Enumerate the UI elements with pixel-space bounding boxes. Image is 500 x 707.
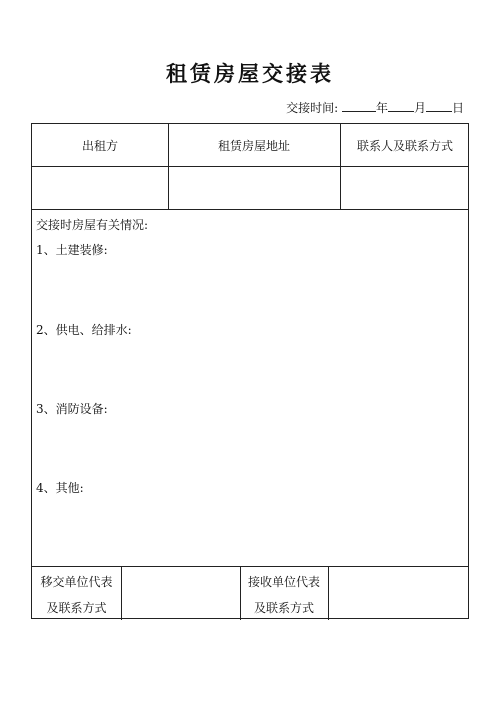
header-address: 租赁房屋地址 — [217, 139, 290, 153]
handover-time-row — [286, 99, 464, 116]
receive-rep-entry-cell[interactable] — [329, 567, 470, 620]
receive-rep-label-line1: 接收单位代表 — [247, 575, 320, 589]
day-blank[interactable] — [426, 100, 452, 112]
year-label: 年 — [375, 101, 388, 115]
page-title: 租赁房屋交接表 — [166, 61, 334, 86]
condition-fire-equipment: 3、消防设备: — [36, 402, 108, 416]
condition-other: 4、其他: — [36, 481, 84, 495]
address-entry-cell[interactable] — [169, 167, 340, 209]
transfer-rep-label-line2: 及联系方式 — [46, 601, 107, 615]
header-lessor: 出租方 — [81, 139, 118, 153]
receive-rep-label-line2: 及联系方式 — [253, 601, 314, 615]
transfer-rep-entry-cell[interactable] — [122, 567, 240, 620]
year-blank[interactable] — [342, 100, 376, 112]
condition-power-water: 2、供电、给排水: — [36, 323, 132, 337]
month-label: 月 — [413, 101, 426, 115]
condition-civil-decoration: 1、土建装修: — [36, 243, 108, 257]
transfer-rep-label-line1: 移交单位代表 — [40, 575, 113, 589]
handover-form-table — [31, 123, 469, 619]
header-contact: 联系人及联系方式 — [356, 139, 453, 153]
month-blank[interactable] — [388, 100, 414, 112]
lessor-entry-cell[interactable] — [32, 167, 168, 209]
day-label: 日 — [451, 101, 464, 115]
contact-entry-cell[interactable] — [341, 167, 470, 209]
handover-time-label: 交接时间: — [286, 101, 339, 115]
conditions-heading: 交接时房屋有关情况: — [36, 218, 149, 232]
entry-row-divider — [32, 209, 468, 210]
